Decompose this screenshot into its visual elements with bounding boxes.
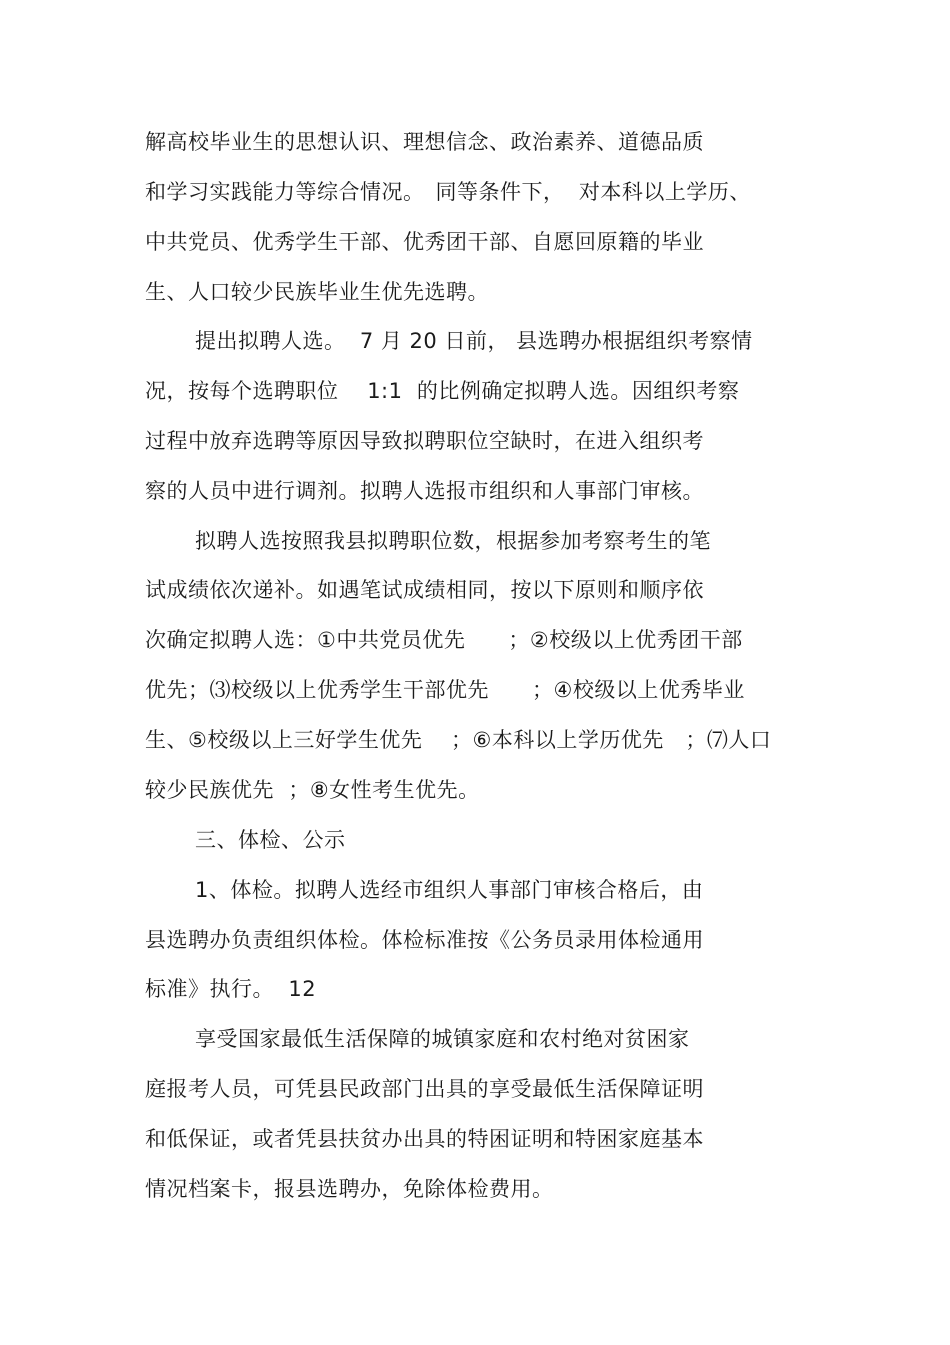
text-line-16: 1、体检。拟聘人选经市组织人事部门审核合格后，由 — [195, 878, 704, 902]
text-line-4: 生、人口较少民族毕业生优先选聘。 — [145, 280, 489, 304]
text-line-18: 标准》执行。 12 — [145, 977, 317, 1001]
text-line-5: 提出拟聘人选。 7 月 20 日前， 县选聘办根据组织考察情 — [195, 329, 753, 353]
text-line-14: 较少民族优先 ；⑧女性考生优先。 — [145, 778, 480, 802]
text-line-11: 次确定拟聘人选：①中共党员优先 ；②校级以上优秀团干部 — [145, 628, 743, 652]
text-line-10: 试成绩依次递补。如遇笔试成绩相同，按以下原则和顺序依 — [145, 578, 704, 602]
text-line-6: 况，按每个选聘职位 1:1 的比例确定拟聘人选。因组织考察 — [145, 379, 740, 403]
text-line-13: 生、⑤校级以上三好学生优先 ；⑥本科以上学历优先 ；⑺人口 — [145, 728, 772, 752]
text-line-2: 和学习实践能力等综合情况。 同等条件下， 对本科以上学历、 — [145, 180, 751, 204]
text-line-20: 庭报考人员，可凭县民政部门出具的享受最低生活保障证明 — [145, 1077, 704, 1101]
text-line-1: 解高校毕业生的思想认识、理想信念、政治素养、道德品质 — [145, 130, 704, 154]
text-line-21: 和低保证，或者凭县扶贫办出具的特困证明和特困家庭基本 — [145, 1127, 704, 1151]
text-line-8: 察的人员中进行调剂。拟聘人选报市组织和人事部门审核。 — [145, 479, 704, 503]
text-line-7: 过程中放弃选聘等原因导致拟聘职位空缺时，在进入组织考 — [145, 429, 704, 453]
text-line-9: 拟聘人选按照我县拟聘职位数，根据参加考察考生的笔 — [195, 529, 711, 553]
text-line-3: 中共党员、优秀学生干部、优秀团干部、自愿回原籍的毕业 — [145, 230, 704, 254]
text-line-17: 县选聘办负责组织体检。体检标准按《公务员录用体检通用 — [145, 928, 704, 952]
text-line-12: 优先；⑶校级以上优秀学生干部优先 ；④校级以上优秀毕业 — [145, 678, 745, 702]
section-heading: 三、体检、公示 — [195, 828, 346, 852]
text-line-19: 享受国家最低生活保障的城镇家庭和农村绝对贫困家 — [195, 1027, 690, 1051]
text-line-22: 情况档案卡，报县选聘办，免除体检费用。 — [145, 1177, 554, 1201]
